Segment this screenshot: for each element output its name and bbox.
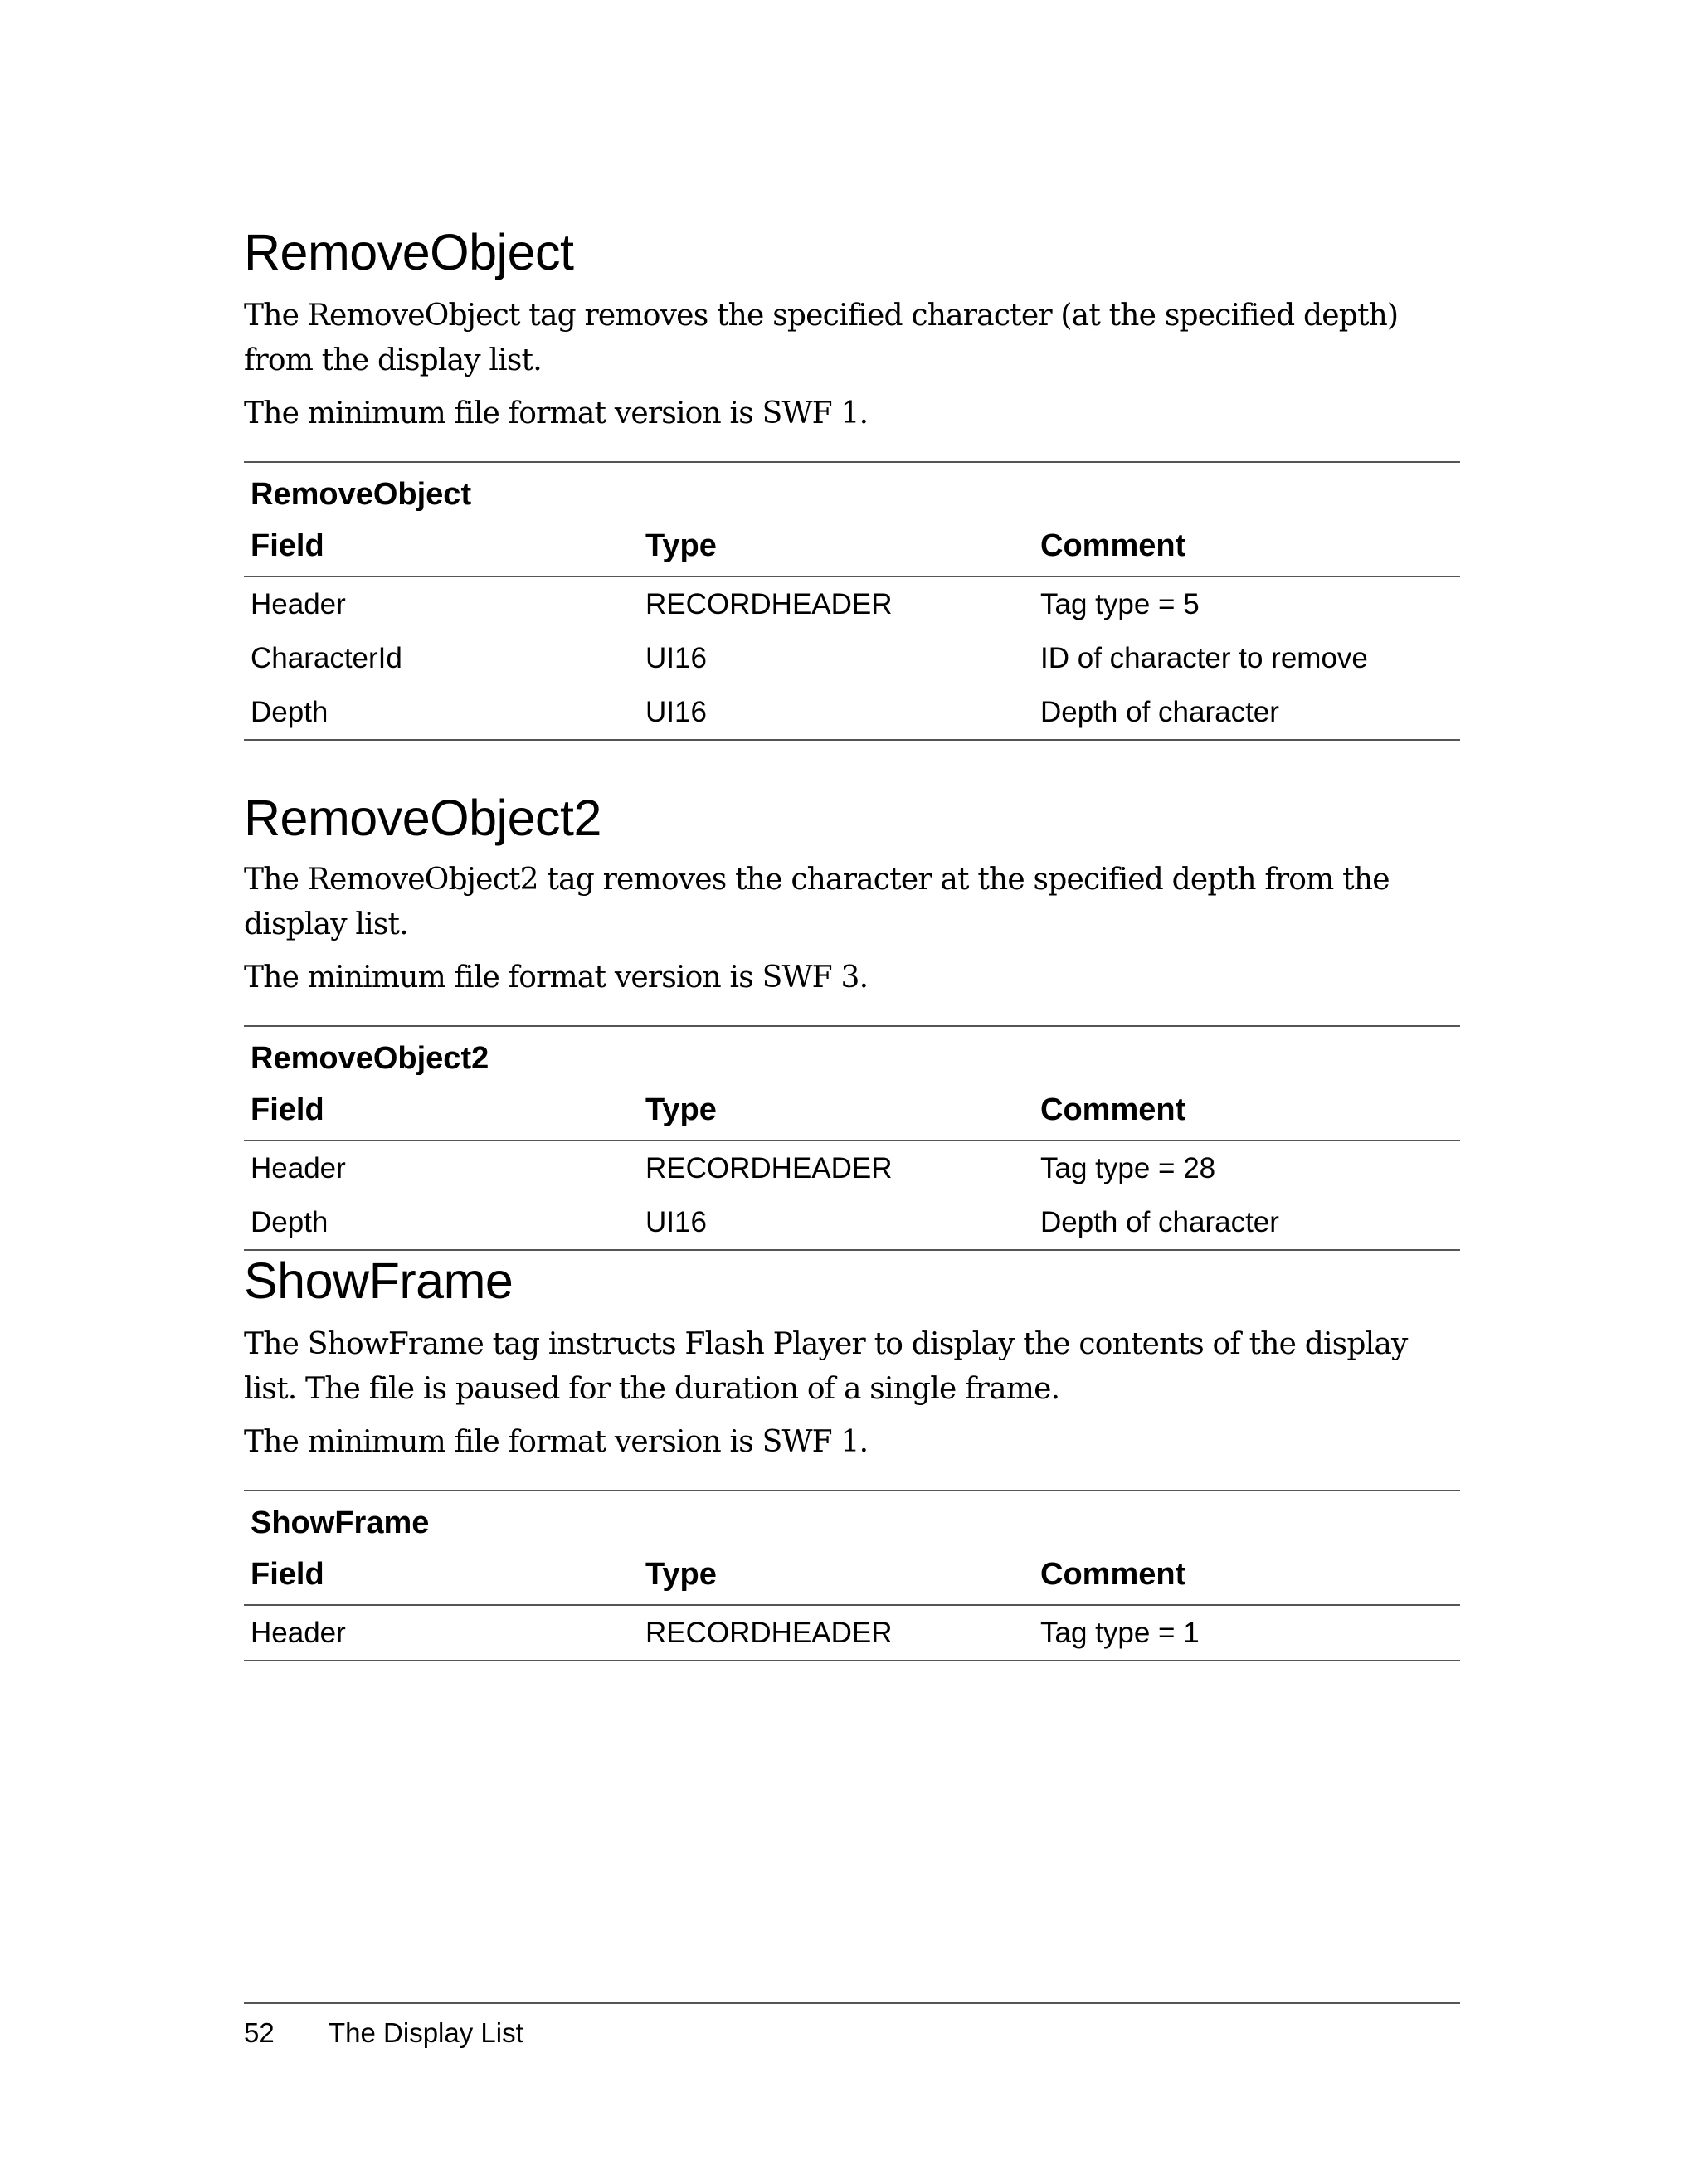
section-showframe: [244, 1251, 1460, 1661]
table-header-row: [244, 518, 1460, 576]
section-title: ShowFrame: [244, 1253, 514, 1309]
table-row: [244, 1195, 1460, 1250]
cell-comment: Depth of character: [1034, 685, 1460, 740]
cell-type: RECORDHEADER: [639, 1605, 1034, 1661]
cell-type: RECORDHEADER: [645, 587, 893, 620]
cell-type: UI16: [639, 685, 1034, 740]
cell-field: CharacterId: [251, 641, 402, 674]
chapter-title: The Display List: [329, 2017, 523, 2048]
column-header-field: Field: [244, 518, 639, 576]
paragraph: The RemoveObject tag removes the specified character (at the specified depth) from the display list.: [244, 299, 1399, 377]
paragraph: The ShowFrame tag instructs Flash Player to display the contents of the display list. The file is paused for the duration of a single frame.: [244, 1327, 1408, 1406]
table-row: [244, 631, 1460, 685]
column-header-comment: Comment: [1034, 1546, 1460, 1605]
table-title: ShowFrame: [244, 1491, 1460, 1546]
cell-comment: Tag type = 1: [1034, 1605, 1460, 1661]
cell-type: UI16: [645, 641, 707, 674]
cell-field: Depth: [244, 685, 639, 740]
paragraph: The minimum file format version is SWF 1.: [244, 396, 869, 430]
table-title-row: [244, 1491, 1460, 1546]
section-body: [244, 1322, 1460, 1465]
table-header-row: [244, 1546, 1460, 1605]
cell-type: RECORDHEADER: [645, 1151, 893, 1184]
cell-type: UI16: [639, 1195, 1034, 1250]
table-title-row: [244, 462, 1460, 518]
cell-field: Header: [244, 1605, 639, 1661]
section-title: RemoveObject: [244, 224, 574, 280]
table-header-row: [244, 1082, 1460, 1141]
tag-table: [244, 1490, 1460, 1661]
table-title: RemoveObject2: [244, 1026, 1460, 1082]
column-header-type: Type: [639, 518, 1034, 576]
page-footer: [244, 2002, 1460, 2049]
table-row: [244, 1605, 1460, 1661]
column-header-type: Type: [639, 1082, 1034, 1141]
table-row: [244, 685, 1460, 740]
table-row: [244, 576, 1460, 631]
section-body: [244, 858, 1460, 1000]
column-header-field: Field: [244, 1546, 639, 1605]
section-removeobject: [244, 222, 1460, 741]
table-row: [244, 1141, 1460, 1195]
cell-field: Header: [251, 1151, 346, 1184]
tag-table: [244, 1025, 1460, 1251]
column-header-type: Type: [639, 1546, 1034, 1605]
column-header-comment: Comment: [1034, 1082, 1460, 1141]
tag-table: [244, 461, 1460, 741]
cell-comment: Tag type = 5: [1040, 587, 1200, 620]
section-body: [244, 294, 1460, 436]
page-number: 52: [244, 2017, 275, 2048]
section-removeobject2: [244, 788, 1460, 1251]
column-header-field: Field: [244, 1082, 639, 1141]
cell-comment: Tag type = 28: [1040, 1151, 1216, 1184]
table-title-row: [244, 1026, 1460, 1082]
cell-comment: ID of character to remove: [1040, 641, 1368, 674]
table-title: RemoveObject: [244, 462, 1460, 518]
section-title: RemoveObject2: [244, 790, 601, 846]
cell-comment: Depth of character: [1034, 1195, 1460, 1250]
paragraph: The minimum file format version is SWF 3.: [244, 961, 869, 995]
cell-field: Depth: [244, 1195, 639, 1250]
cell-field: Header: [251, 587, 346, 620]
paragraph: The minimum file format version is SWF 1.: [244, 1425, 869, 1459]
column-header-comment: Comment: [1034, 518, 1460, 576]
paragraph: The RemoveObject2 tag removes the character at the specified depth from the display list.: [244, 863, 1390, 941]
